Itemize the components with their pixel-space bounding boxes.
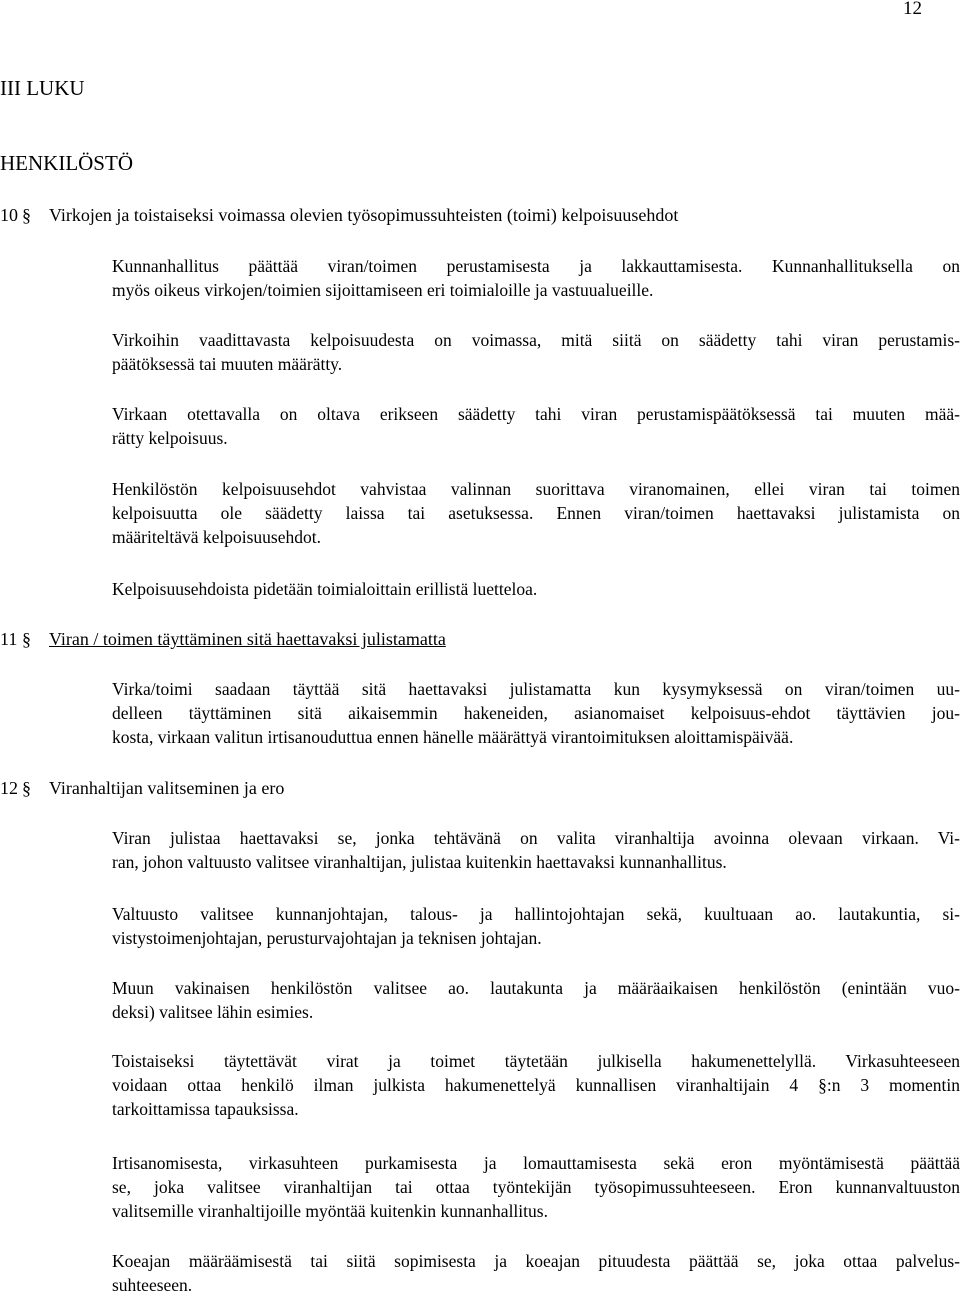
text-line: Virka/toimi saadaan täyttää sitä haettavaksi julistamatta kun kysymyksessä on viran/toimen uu- [112, 679, 960, 699]
text-paragraph [112, 1151, 960, 1223]
text-line: Toistaiseksi täytettävät virat ja toimet täytetään julkisella hakumenettelyllä. Virkasuhteeseen [112, 1051, 960, 1071]
text-line: Virkoihin vaadittavasta kelpoisuudesta on voimassa, mitä siitä on säädetty tahi viran perustamis- [112, 330, 960, 350]
text-paragraph [112, 1049, 960, 1121]
section-heading: HENKILÖSTÖ [0, 151, 133, 175]
text-line: delleen täyttäminen sitä aikaisemmin hakeneiden, asianomaiset kelpoisuus-ehdot täyttävien jou- [112, 703, 960, 723]
chapter-heading: III LUKU [0, 76, 85, 100]
text-line: se, joka valitsee viranhaltijan tai ottaa työntekijän työsopimussuhteeseen. Eron kunnanvaltuuston [112, 1177, 960, 1197]
text-line: Kelpoisuusehdoista pidetään toimialoittain erillistä luetteloa. [112, 579, 538, 599]
paragraph-number: 10 [0, 205, 18, 225]
text-line: deksi) valitsee lähin esimies. [112, 1002, 314, 1022]
text-paragraph [112, 902, 960, 950]
text-line: voidaan ottaa henkilö ilman julkista hakumenettelyä kunnallisen viranhaltijain 4 §:n 3 momentin [112, 1075, 960, 1095]
paragraph-12-heading [0, 775, 284, 801]
text-line: tarkoittamissa tapauksissa. [112, 1099, 299, 1119]
page-number: 12 [903, 0, 922, 19]
text-line: Koeajan määräämisestä tai siitä sopimisesta ja koeajan pituudesta päättää se, joka ottaa palvelus- [112, 1251, 960, 1271]
text-line: Henkilöstön kelpoisuusehdot vahvistaa valinnan suorittava viranomainen, ellei viran tai toimen [112, 479, 960, 499]
text-line: Muun vakinaisen henkilöstön valitsee ao. lautakunta ja määräaikaisen henkilöstön (enintään vuo- [112, 978, 960, 998]
text-paragraph [112, 477, 960, 549]
text-line: ran, johon valtuusto valitsee viranhaltijan, julistaa kuitenkin haettavaksi kunnanhallitus. [112, 852, 727, 872]
section-symbol: § [22, 629, 31, 649]
section-symbol: § [22, 778, 31, 798]
text-line: vistystoimenjohtajan, perusturvajohtajan ja teknisen johtajan. [112, 928, 542, 948]
paragraph-11-heading [0, 626, 446, 652]
text-paragraph [112, 254, 960, 302]
paragraph-title: Virkojen ja toistaiseksi voimassa olevien työsopimussuhteisten (toimi) kelpoisuusehdot [49, 205, 679, 225]
paragraph-title: Viran / toimen täyttäminen sitä haettavaksi julistamatta [49, 629, 446, 649]
text-line: myös oikeus virkojen/toimien sijoittamiseen eri toimialoille ja vastuualueille. [112, 280, 654, 300]
section-symbol: § [22, 205, 31, 225]
text-line: Irtisanomisesta, virkasuhteen purkamisesta ja lomauttamisesta sekä eron myöntämisestä päättää [112, 1153, 960, 1173]
text-paragraph [112, 577, 960, 601]
paragraph-number: 11 [0, 629, 18, 649]
text-line: Virkaan otettavalla on oltava erikseen säädetty tahi viran perustamispäätöksessä tai muuten mää- [112, 404, 960, 424]
text-line: kosta, virkaan valitun irtisanouduttua ennen hänelle määrättyä virantoimituksen aloittamispäivää. [112, 727, 794, 747]
text-paragraph [112, 976, 960, 1024]
text-line: määriteltävä kelpoisuusehdot. [112, 527, 321, 547]
text-line: Viran julistaa haettavaksi se, jonka tehtävänä on valita viranhaltija avoinna olevaan virkaan. Vi- [112, 828, 960, 848]
text-line: suhteeseen. [112, 1275, 193, 1295]
text-line: Valtuusto valitsee kunnanjohtajan, talous- ja hallintojohtajan sekä, kuultuaan ao. lautakuntia, si- [112, 904, 960, 924]
text-paragraph [112, 826, 960, 874]
text-paragraph [112, 328, 960, 376]
text-paragraph [112, 402, 960, 450]
paragraph-title: Viranhaltijan valitseminen ja ero [49, 778, 285, 798]
text-paragraph [112, 677, 960, 749]
text-paragraph [112, 1249, 960, 1297]
text-line: kelpoisuutta ole säädetty laissa tai asetuksessa. Ennen viran/toimen haettavaksi julistamista on [112, 503, 960, 523]
paragraph-number: 12 [0, 778, 18, 798]
text-line: valitsemille viranhaltijoille myöntää kuitenkin kunnanhallitus. [112, 1201, 548, 1221]
text-line: rätty kelpoisuus. [112, 428, 228, 448]
paragraph-10-heading [0, 202, 678, 228]
text-line: päätöksessä tai muuten määrätty. [112, 354, 343, 374]
text-line: Kunnanhallitus päättää viran/toimen perustamisesta ja lakkauttamisesta. Kunnanhallituksella on [112, 256, 960, 276]
